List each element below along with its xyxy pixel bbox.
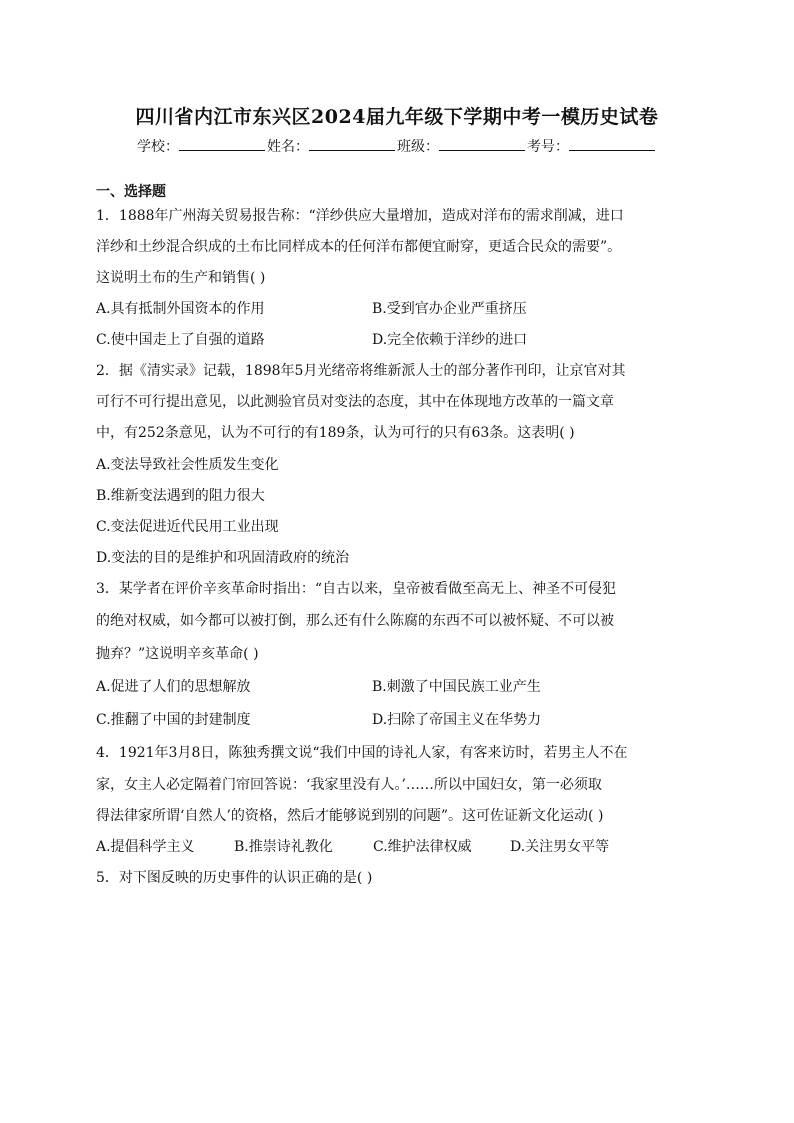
class-label: 班级： bbox=[397, 139, 439, 155]
question-1-option-a: A.具有抵制外国资本的作用 bbox=[96, 301, 265, 317]
question-1-option-d: D.完全依赖于洋纱的进口 bbox=[372, 332, 528, 348]
number-label: 考号： bbox=[527, 139, 569, 155]
page-title: 四川省内江市东兴区2024届九年级下学期中考一模历史试卷 bbox=[135, 106, 659, 128]
student-info-line bbox=[0, 136, 794, 156]
question-3-option-d: D.扫除了帝国主义在华势力 bbox=[372, 712, 542, 728]
question-2-option-d: D.变法的目的是维护和巩固清政府的统治 bbox=[96, 550, 350, 566]
question-3-line-3: 抛弃？”这说明辛亥革命( ) bbox=[96, 646, 259, 662]
question-4-line-1: 4．1921年3月8日，陈独秀撰文说“我们中国的诗礼人家，有客来访时，若男主人不在 bbox=[96, 745, 628, 761]
question-4-option-b: B.推崇诗礼教化 bbox=[234, 839, 333, 855]
question-3-option-c: C.推翻了中国的封建制度 bbox=[96, 712, 251, 728]
class-blank[interactable] bbox=[439, 138, 525, 151]
question-4-line-3: 得法律家所谓‘自然人’的资格，然后才能够说到别的问题”。这可佐证新文化运动( ) bbox=[96, 808, 604, 824]
section-heading: 一、选择题 bbox=[96, 184, 166, 200]
question-2-line-3: 中，有252条意见，认为不可行的有189条，认为可行的只有63条。这表明( ) bbox=[96, 425, 575, 441]
question-5-line-1: 5．对下图反映的历史事件的认识正确的是( ) bbox=[96, 870, 373, 886]
question-2-line-2: 可行不可行提出意见，以此测验官员对变法的态度，其中在体现地方改革的一篇文章 bbox=[96, 394, 614, 410]
question-2-line-1: 2．据《清实录》记载，1898年5月光绪帝将维新派人士的部分著作刊印，让京官对其 bbox=[96, 363, 626, 379]
question-4-option-c: C.维护法律权威 bbox=[373, 839, 472, 855]
question-3-line-1: 3．某学者在评价辛亥革命时指出：“自古以来，皇帝被看做至高无上、神圣不可侵犯 bbox=[96, 581, 617, 597]
question-3-option-a: A.促进了人们的思想解放 bbox=[96, 679, 251, 695]
question-4-option-d: D.关注男女平等 bbox=[510, 839, 610, 855]
question-2-option-c: C.变法促进近代民用工业出现 bbox=[96, 519, 279, 535]
question-3-line-2: 的绝对权威，如今都可以被打倒，那么还有什么陈腐的东西不可以被怀疑、不可以被 bbox=[96, 613, 614, 629]
question-2-option-b: B.维新变法遇到的阻力很大 bbox=[96, 488, 265, 504]
question-1-line-2: 洋纱和土纱混合织成的土布比同样成本的任何洋布都便宜耐穿，更适合民众的需要”。 bbox=[96, 239, 622, 255]
number-blank[interactable] bbox=[569, 138, 655, 151]
question-2-option-a: A.变法导致社会性质发生变化 bbox=[96, 457, 279, 473]
question-3-option-b: B.刺激了中国民族工业产生 bbox=[372, 679, 541, 695]
name-blank[interactable] bbox=[309, 138, 395, 151]
question-1-option-c: C.使中国走上了自强的道路 bbox=[96, 332, 265, 348]
question-1-line-3: 这说明土布的生产和销售( ) bbox=[96, 270, 266, 286]
school-label: 学校： bbox=[137, 139, 179, 155]
question-1-option-b: B.受到官办企业严重挤压 bbox=[372, 301, 527, 317]
question-4-option-a: A.提倡科学主义 bbox=[96, 839, 195, 855]
question-1-line-1: 1．1888年广州海关贸易报告称：“洋纱供应大量增加，造成对洋布的需求削减，进口 bbox=[96, 208, 624, 224]
school-blank[interactable] bbox=[179, 138, 265, 151]
name-label: 姓名： bbox=[267, 139, 309, 155]
question-4-line-2: 家，女主人必定隔着门帘回答说：‘我家里没有人。’……所以中国妇女，第一必须取 bbox=[96, 777, 602, 793]
